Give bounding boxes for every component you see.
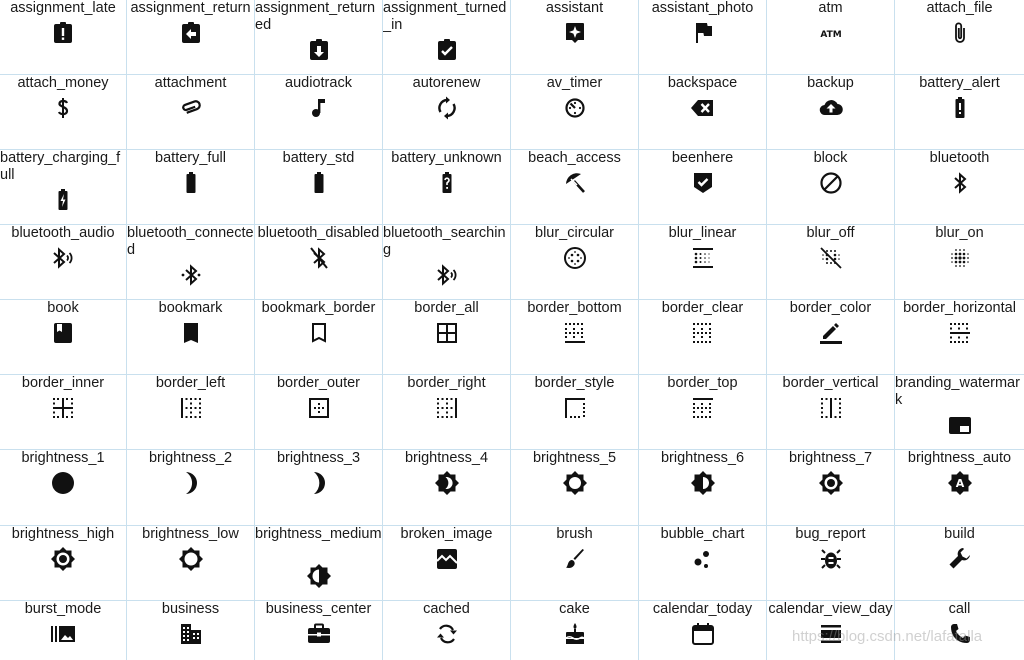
icon-name-label: brightness_auto: [907, 450, 1012, 466]
icon-cell: [639, 601, 767, 660]
icon-name-label: border_clear: [661, 300, 744, 316]
icon-cell: [0, 0, 127, 75]
icon-cell: [511, 526, 639, 601]
bookmark-icon: [178, 320, 204, 346]
assistant-icon: [562, 20, 588, 46]
icon-name-label: border_left: [155, 375, 226, 391]
calendar-today-icon: [690, 621, 716, 647]
icon-cell: [767, 450, 895, 526]
icon-name-label: attach_money: [17, 75, 109, 91]
battery-std-icon: [306, 170, 332, 196]
bookmark-border-icon: [306, 320, 332, 346]
icon-name-label: cake: [559, 601, 590, 617]
icon-name-label: brightness_5: [532, 450, 617, 466]
icon-name-label: assistant_photo: [651, 0, 754, 16]
icon-cell: [639, 150, 767, 225]
icon-name-label: bookmark: [158, 300, 223, 316]
icon-name-label: bluetooth_audio: [11, 225, 115, 241]
bluetooth-audio-icon: [50, 245, 76, 271]
attach-money-icon: [50, 95, 76, 121]
brightness-high-icon: [50, 546, 76, 572]
icon-name-label: border_inner: [21, 375, 105, 391]
battery-full-icon: [178, 170, 204, 196]
icon-name-label: blur_on: [935, 225, 984, 241]
icon-name-label: bookmark_border: [261, 300, 376, 316]
icon-name-label: cached: [423, 601, 470, 617]
icon-cell: [255, 526, 383, 601]
icon-cell: [0, 225, 127, 300]
icon-name-label: assistant: [545, 0, 604, 16]
icon-name-label: border_style: [534, 375, 615, 391]
brightness-2-icon: [178, 470, 204, 496]
icon-cell: [255, 150, 383, 225]
icon-name-label: border_bottom: [527, 300, 622, 316]
icon-cell: [895, 150, 1024, 225]
icon-cell: [127, 300, 255, 375]
brightness-medium-icon: [306, 563, 332, 589]
block-icon: [818, 170, 844, 196]
icon-cell: [127, 526, 255, 601]
icon-name-label: brightness_low: [142, 526, 239, 542]
icon-name-label: brush: [556, 526, 593, 542]
beenhere-icon: [690, 170, 716, 196]
icon-cell: [383, 0, 511, 75]
brightness-3-icon: [306, 470, 332, 496]
bubble-chart-icon: [690, 546, 716, 572]
icon-name-label: book: [47, 300, 79, 316]
icon-name-label: bluetooth: [929, 150, 990, 166]
icon-cell: [255, 225, 383, 300]
icon-name-label: border_vertical: [782, 375, 879, 391]
icon-cell: [639, 0, 767, 75]
icon-name-label: border_top: [667, 375, 738, 391]
brightness-low-icon: [178, 546, 204, 572]
icon-cell: [0, 300, 127, 375]
border-style-icon: [562, 395, 588, 421]
blur-off-icon: [818, 245, 844, 271]
icon-cell: [127, 225, 255, 300]
icon-cell: [0, 601, 127, 660]
icon-name-label: assignment_return: [130, 0, 251, 16]
icon-name-label: border_outer: [276, 375, 361, 391]
beach-access-icon: [562, 170, 588, 196]
icon-name-label: block: [813, 150, 848, 166]
icon-name-label: brightness_1: [21, 450, 105, 466]
icon-name-label: brightness_3: [276, 450, 361, 466]
icon-name-label: beenhere: [671, 150, 734, 166]
icon-cell: [895, 375, 1024, 450]
assignment-return-icon: [178, 20, 204, 46]
icon-cell: [895, 526, 1024, 601]
icon-name-label: business_center: [265, 601, 372, 617]
icon-name-label: battery_alert: [919, 75, 1000, 91]
assignment-turned-in-icon: [434, 37, 460, 63]
svg-text:A: A: [955, 477, 964, 490]
icon-name-label: broken_image: [400, 526, 493, 542]
icon-name-label: call: [948, 601, 971, 617]
border-bottom-icon: [562, 320, 588, 346]
assistant-photo-icon: [690, 20, 716, 46]
icon-name-label: attach_file: [926, 0, 993, 16]
icon-cell: [383, 225, 511, 300]
icon-cell: [767, 375, 895, 450]
icon-name-label: blur_linear: [668, 225, 737, 241]
icon-cell: [0, 526, 127, 601]
icon-cell: [127, 75, 255, 150]
icon-name-label: build: [944, 526, 975, 542]
brightness-5-icon: [562, 470, 588, 496]
battery-charging-full-icon: [50, 187, 76, 213]
branding-watermark-icon: [947, 412, 973, 438]
icon-name-label: branding_watermark: [895, 375, 1020, 408]
icon-cell: [767, 0, 895, 75]
icon-name-label: autorenew: [412, 75, 481, 91]
icon-name-label: business: [161, 601, 220, 617]
icon-cell: [383, 375, 511, 450]
icon-name-label: battery_std: [282, 150, 355, 166]
icon-name-label: border_color: [789, 300, 872, 316]
border-left-icon: [178, 395, 204, 421]
business-center-icon: [306, 621, 332, 647]
assignment-late-icon: [50, 20, 76, 46]
icon-name-label: brightness_7: [788, 450, 873, 466]
icon-cell: [255, 601, 383, 660]
icon-cell: [383, 150, 511, 225]
icon-cell: [255, 450, 383, 526]
icon-name-label: burst_mode: [24, 601, 102, 617]
attachment-icon: [178, 95, 204, 121]
icon-name-label: brightness_4: [404, 450, 489, 466]
icon-name-label: bluetooth_searching: [383, 225, 506, 258]
icon-name-label: brightness_medium: [255, 526, 382, 542]
border-vertical-icon: [818, 395, 844, 421]
icon-cell: [255, 0, 383, 75]
bluetooth-disabled-icon: [306, 245, 332, 271]
icon-name-label: blur_circular: [535, 225, 614, 241]
svg-text:ATM: ATM: [819, 30, 842, 40]
icon-name-label: assignment_late: [10, 0, 116, 16]
icon-name-label: backup: [807, 75, 854, 91]
icon-cell: [767, 526, 895, 601]
blur-circular-icon: [562, 245, 588, 271]
icon-cell: [767, 150, 895, 225]
icon-cell: [639, 300, 767, 375]
icon-name-label: battery_full: [155, 150, 226, 166]
bluetooth-icon: [947, 170, 973, 196]
build-icon: [947, 546, 973, 572]
icon-cell: [895, 0, 1024, 75]
broken-image-icon: [434, 546, 460, 572]
icon-cell: [639, 450, 767, 526]
icon-cell: [511, 601, 639, 660]
bluetooth-connected-icon: [178, 262, 204, 288]
icon-cell: [383, 75, 511, 150]
icon-cell: [639, 526, 767, 601]
icon-cell: [127, 0, 255, 75]
icon-name-label: assignment_turned_in: [383, 0, 507, 33]
blur-linear-icon: [690, 245, 716, 271]
icon-cell: [767, 300, 895, 375]
icon-name-label: bug_report: [795, 526, 866, 542]
border-horizontal-icon: [947, 320, 973, 346]
icon-name-label: battery_unknown: [391, 150, 502, 166]
icon-name-label: blur_off: [806, 225, 855, 241]
audiotrack-icon: [306, 95, 332, 121]
backspace-icon: [690, 95, 716, 121]
atm-icon: [818, 20, 844, 46]
bug-report-icon: [818, 546, 844, 572]
icon-name-label: audiotrack: [285, 75, 352, 91]
icon-name-label: bluetooth_disabled: [257, 225, 380, 241]
brightness-4-icon: [434, 470, 460, 496]
assignment-returned-icon: [306, 37, 332, 63]
icon-name-label: brightness_2: [148, 450, 233, 466]
business-icon: [178, 621, 204, 647]
cake-icon: [562, 621, 588, 647]
icon-name-label: calendar_today: [652, 601, 753, 617]
blur-on-icon: [947, 245, 973, 271]
icon-cell: [0, 75, 127, 150]
icon-cell: [511, 375, 639, 450]
border-inner-icon: [50, 395, 76, 421]
icon-cell: [511, 75, 639, 150]
brightness-6-icon: [690, 470, 716, 496]
icon-cell: [511, 450, 639, 526]
icon-name-label: bubble_chart: [660, 526, 745, 542]
icon-cell: [895, 225, 1024, 300]
icon-name-label: calendar_view_day: [768, 601, 893, 617]
bluetooth-searching-icon: [434, 262, 460, 288]
burst-mode-icon: [50, 621, 76, 647]
border-all-icon: [434, 320, 460, 346]
battery-alert-icon: [947, 95, 973, 121]
icon-cell: [127, 375, 255, 450]
brightness-auto-icon: [947, 470, 973, 496]
icon-cell: [0, 375, 127, 450]
icon-cell: [0, 150, 127, 225]
icon-cell: [127, 150, 255, 225]
icon-name-label: av_timer: [546, 75, 603, 91]
icon-cell: [511, 0, 639, 75]
icon-name-label: border_right: [407, 375, 486, 391]
icon-cell: [255, 300, 383, 375]
icon-cell: [895, 450, 1024, 526]
border-right-icon: [434, 395, 460, 421]
icon-name-label: border_all: [414, 300, 479, 316]
icon-cell: [255, 75, 383, 150]
icon-cell: [895, 75, 1024, 150]
book-icon: [50, 320, 76, 346]
icon-name-label: assignment_returned: [255, 0, 376, 33]
icon-cell: [127, 450, 255, 526]
border-outer-icon: [306, 395, 332, 421]
icon-name-label: bluetooth_connected: [127, 225, 254, 258]
brightness-1-icon: [50, 470, 76, 496]
icon-cell: [383, 450, 511, 526]
icon-name-label: attachment: [154, 75, 227, 91]
cached-icon: [434, 621, 460, 647]
icon-cell: [511, 300, 639, 375]
brightness-7-icon: [818, 470, 844, 496]
border-color-icon: [818, 320, 844, 346]
icon-cell: [383, 526, 511, 601]
icon-cell: [639, 375, 767, 450]
icon-cell: [767, 225, 895, 300]
icon-name-label: backspace: [667, 75, 738, 91]
icon-name-label: battery_charging_full: [0, 150, 121, 183]
icon-name-label: atm: [818, 0, 843, 16]
brush-icon: [562, 546, 588, 572]
backup-icon: [818, 95, 844, 121]
icon-cell: [767, 75, 895, 150]
watermark-text: https://blog.csdn.net/lafatalla: [792, 628, 983, 645]
icon-cell: [511, 150, 639, 225]
icon-name-label: border_horizontal: [903, 300, 1016, 316]
icon-cell: [639, 225, 767, 300]
icon-cell: [639, 75, 767, 150]
icon-cell: [255, 375, 383, 450]
icon-cell: [127, 601, 255, 660]
icon-name-label: brightness_high: [11, 526, 115, 542]
icon-cell: [511, 225, 639, 300]
icon-cell: [383, 601, 511, 660]
icon-cell: [895, 300, 1024, 375]
battery-unknown-icon: [434, 170, 460, 196]
icon-cell: [0, 450, 127, 526]
border-clear-icon: [690, 320, 716, 346]
icon-cell: [383, 300, 511, 375]
autorenew-icon: [434, 95, 460, 121]
icon-name-label: beach_access: [528, 150, 621, 166]
av-timer-icon: [562, 95, 588, 121]
icon-name-label: brightness_6: [660, 450, 745, 466]
border-top-icon: [690, 395, 716, 421]
attach-file-icon: [947, 20, 973, 46]
